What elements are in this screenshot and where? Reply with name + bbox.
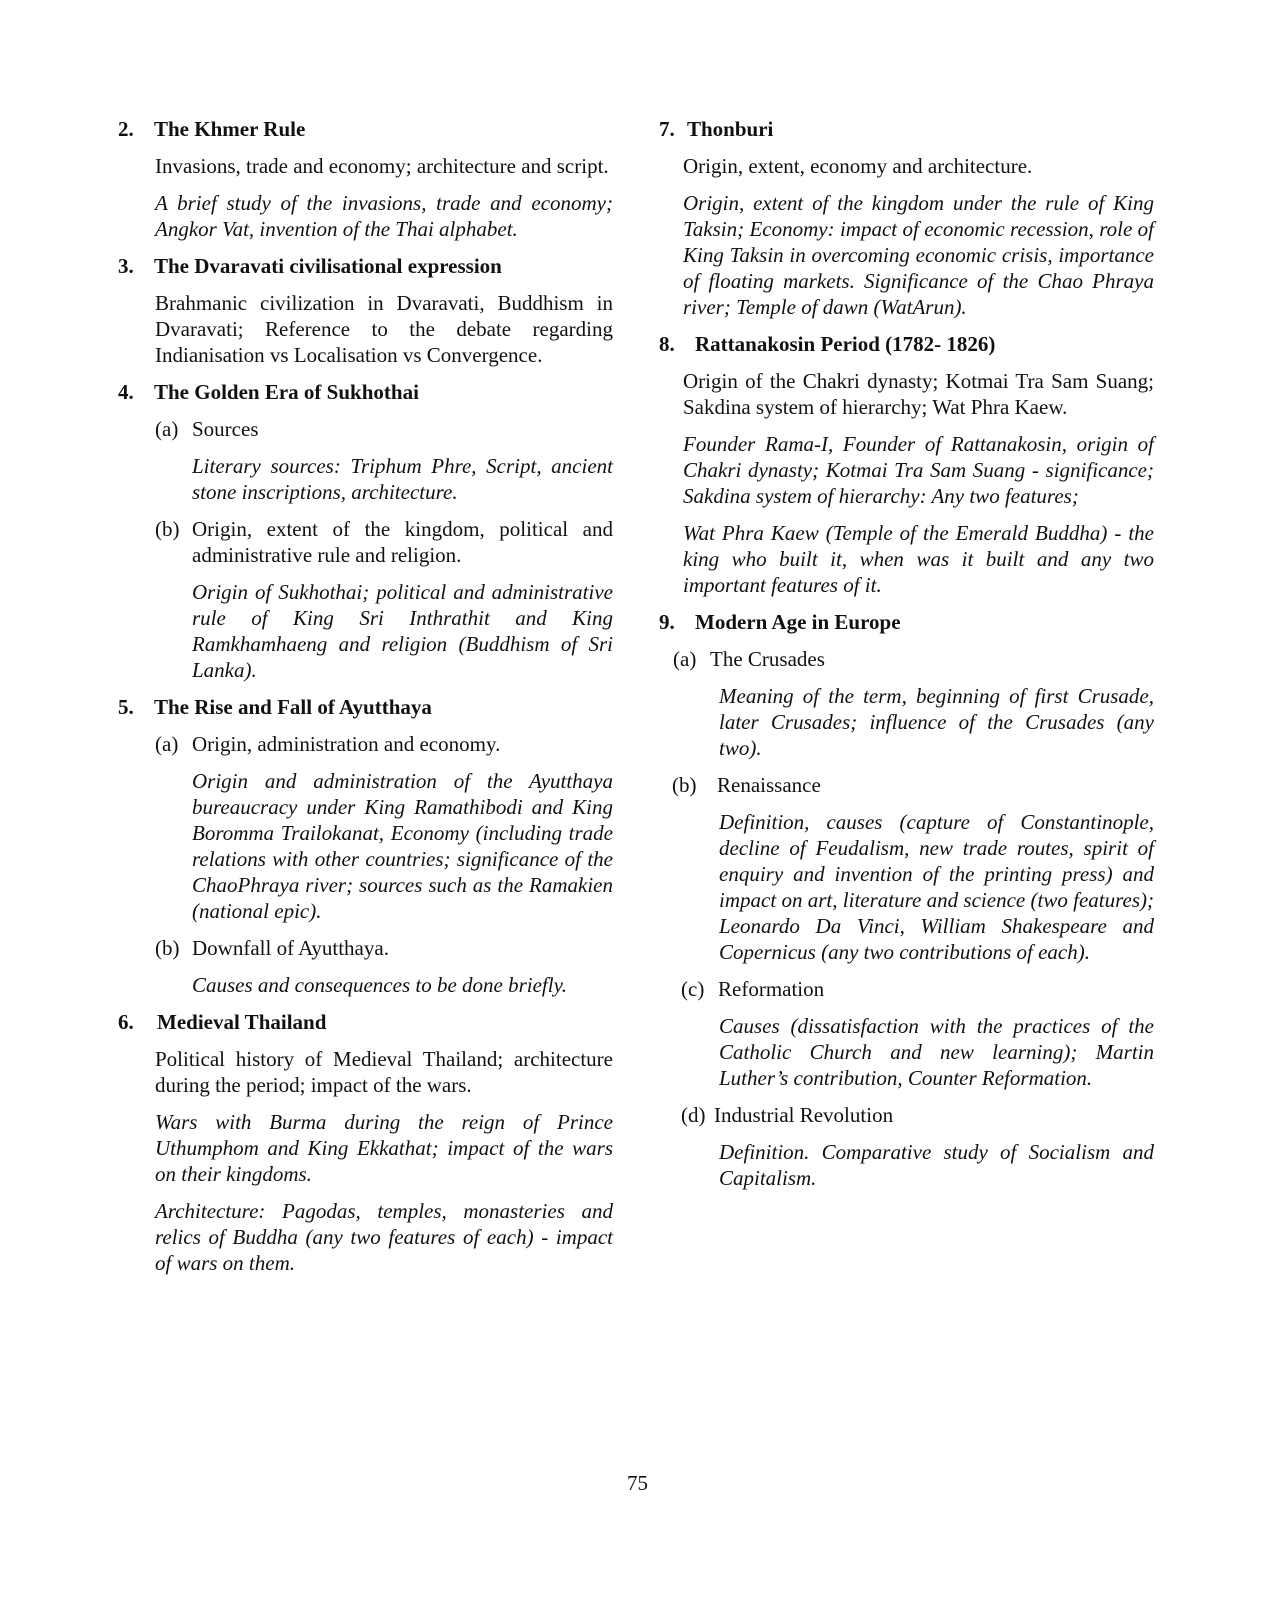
subsection-sources [118, 416, 613, 442]
subsection-label: (b) [155, 517, 180, 541]
subsection-origin-administration [118, 731, 613, 757]
section-number: 2. [118, 117, 134, 141]
subsection-text: Origin, administration and economy. [192, 732, 501, 756]
subsection-crusades [659, 646, 1154, 672]
subsection-text: Origin, extent of the kingdom, political and administrative rule and religion. [192, 517, 613, 567]
subsection-reformation [659, 976, 1154, 1002]
subsection-text: The Crusades [710, 647, 825, 671]
section-note: Origin, extent of the kingdom under the rule of King Taksin; Economy: impact of economic recession, role of King Taksin in overcoming economic crisis, importance of floating markets. Significance of the Chao Phraya river; Temple of dawn (WatArun). [683, 191, 1154, 319]
section-title: Medieval Thailand [157, 1010, 327, 1034]
section-title: The Rise and Fall of Ayutthaya [154, 695, 432, 719]
subsection-text: Reformation [718, 977, 825, 1001]
subsection-note: Definition, causes (capture of Constantinople, decline of Feudalism, new trade routes, spirit of enquiry and invention of the printing press) and impact on art, literature and science (two features); Leonardo Da Vinci, William Shakespeare and Copernicus (any two contributions of each). [719, 810, 1154, 964]
section-body: Invasions, trade and economy; architecture and script. [155, 154, 609, 178]
section-number: 7. [659, 117, 675, 141]
section-note: Architecture: Pagodas, temples, monasteries and relics of Buddha (any two features of each) - impact of wars on them. [155, 1199, 613, 1275]
section-number: 6. [118, 1010, 134, 1034]
subsection-text: Downfall of Ayutthaya. [192, 936, 389, 960]
section-title: Thonburi [687, 117, 774, 141]
section-body: Origin of the Chakri dynasty; Kotmai Tra Sam Suang; Sakdina system of hierarchy; Wat Phra Kaew. [683, 369, 1154, 419]
section-title: Modern Age in Europe [695, 610, 901, 634]
subsection-downfall [118, 935, 613, 961]
right-column [659, 112, 1154, 1202]
subsection-note: Literary sources: Triphum Phre, Script, ancient stone inscriptions, architecture. [192, 454, 613, 504]
subsection-note: Definition. Comparative study of Socialism and Capitalism. [719, 1140, 1154, 1190]
subsection-label: (a) [155, 417, 179, 441]
section-number: 9. [659, 610, 675, 634]
subsection-note: Origin and administration of the Ayutthaya bureaucracy under King Ramathibodi and King Boromma Trailokanat, Economy (including trade relations with other countries; significance of the ChaoPhraya river; sources such as the Ramakien (national epic). [192, 769, 613, 923]
subsection-label: (c) [681, 977, 705, 1001]
subsection-note: Causes (dissatisfaction with the practices of the Catholic Church and new learning); Martin Luther’s contribution, Counter Reformation. [719, 1014, 1154, 1090]
section-heading-rattanakosin [659, 331, 1154, 357]
section-title: The Khmer Rule [154, 117, 306, 141]
section-number: 8. [659, 332, 675, 356]
subsection-label: (a) [673, 647, 697, 671]
section-body: Political history of Medieval Thailand; architecture during the period; impact of the wars. [155, 1047, 613, 1097]
subsection-label: (b) [155, 936, 180, 960]
section-heading-thonburi [659, 116, 1154, 142]
section-heading-dvaravati [118, 253, 613, 279]
section-note: Wat Phra Kaew (Temple of the Emerald Buddha) - the king who built it, when was it built and any two important features of it. [683, 521, 1154, 597]
section-number: 4. [118, 380, 134, 404]
subsection-label: (b) [672, 773, 697, 797]
subsection-text: Sources [192, 417, 259, 441]
subsection-text: Industrial Revolution [714, 1103, 894, 1127]
subsection-label: (d) [681, 1103, 706, 1127]
section-note: A brief study of the invasions, trade and economy; Angkor Vat, invention of the Thai alphabet. [155, 191, 613, 241]
section-body: Origin, extent, economy and architecture. [683, 154, 1033, 178]
section-title: The Golden Era of Sukhothai [154, 380, 419, 404]
page-number: 75 [627, 1471, 648, 1495]
subsection-industrial-revolution [659, 1102, 1154, 1128]
subsection-label: (a) [155, 732, 179, 756]
section-heading-khmer-rule [118, 116, 613, 142]
section-title: Rattanakosin Period (1782- 1826) [695, 332, 996, 356]
left-column [118, 112, 613, 1287]
subsection-note: Meaning of the term, beginning of first Crusade, later Crusades; influence of the Crusades (any two). [719, 684, 1154, 760]
section-heading-modern-age-europe [659, 609, 1154, 635]
subsection-text: Renaissance [717, 773, 821, 797]
section-note: Founder Rama-I, Founder of Rattanakosin, origin of Chakri dynasty; Kotmai Tra Sam Suang - significance; Sakdina system of hierarchy: Any two features; [683, 432, 1154, 508]
section-title: The Dvaravati civilisational expression [154, 254, 502, 278]
subsection-renaissance [659, 772, 1154, 798]
section-note: Wars with Burma during the reign of Prince Uthumphom and King Ekkathat; impact of the wars on their kingdoms. [155, 1110, 613, 1186]
section-heading-ayutthaya [118, 694, 613, 720]
section-body: Brahmanic civilization in Dvaravati, Buddhism in Dvaravati; Reference to the debate regarding Indianisation vs Localisation vs Convergence. [155, 291, 613, 367]
subsection-note: Causes and consequences to be done briefly. [192, 973, 568, 997]
subsection-origin-extent [118, 516, 613, 568]
subsection-note: Origin of Sukhothai; political and administrative rule of King Sri Inthrathit and King Ramkhamhaeng and religion (Buddhism of Sri Lanka). [192, 580, 613, 682]
section-number: 3. [118, 254, 134, 278]
section-heading-medieval-thailand [118, 1009, 613, 1035]
section-number: 5. [118, 695, 134, 719]
section-heading-sukhothai [118, 379, 613, 405]
